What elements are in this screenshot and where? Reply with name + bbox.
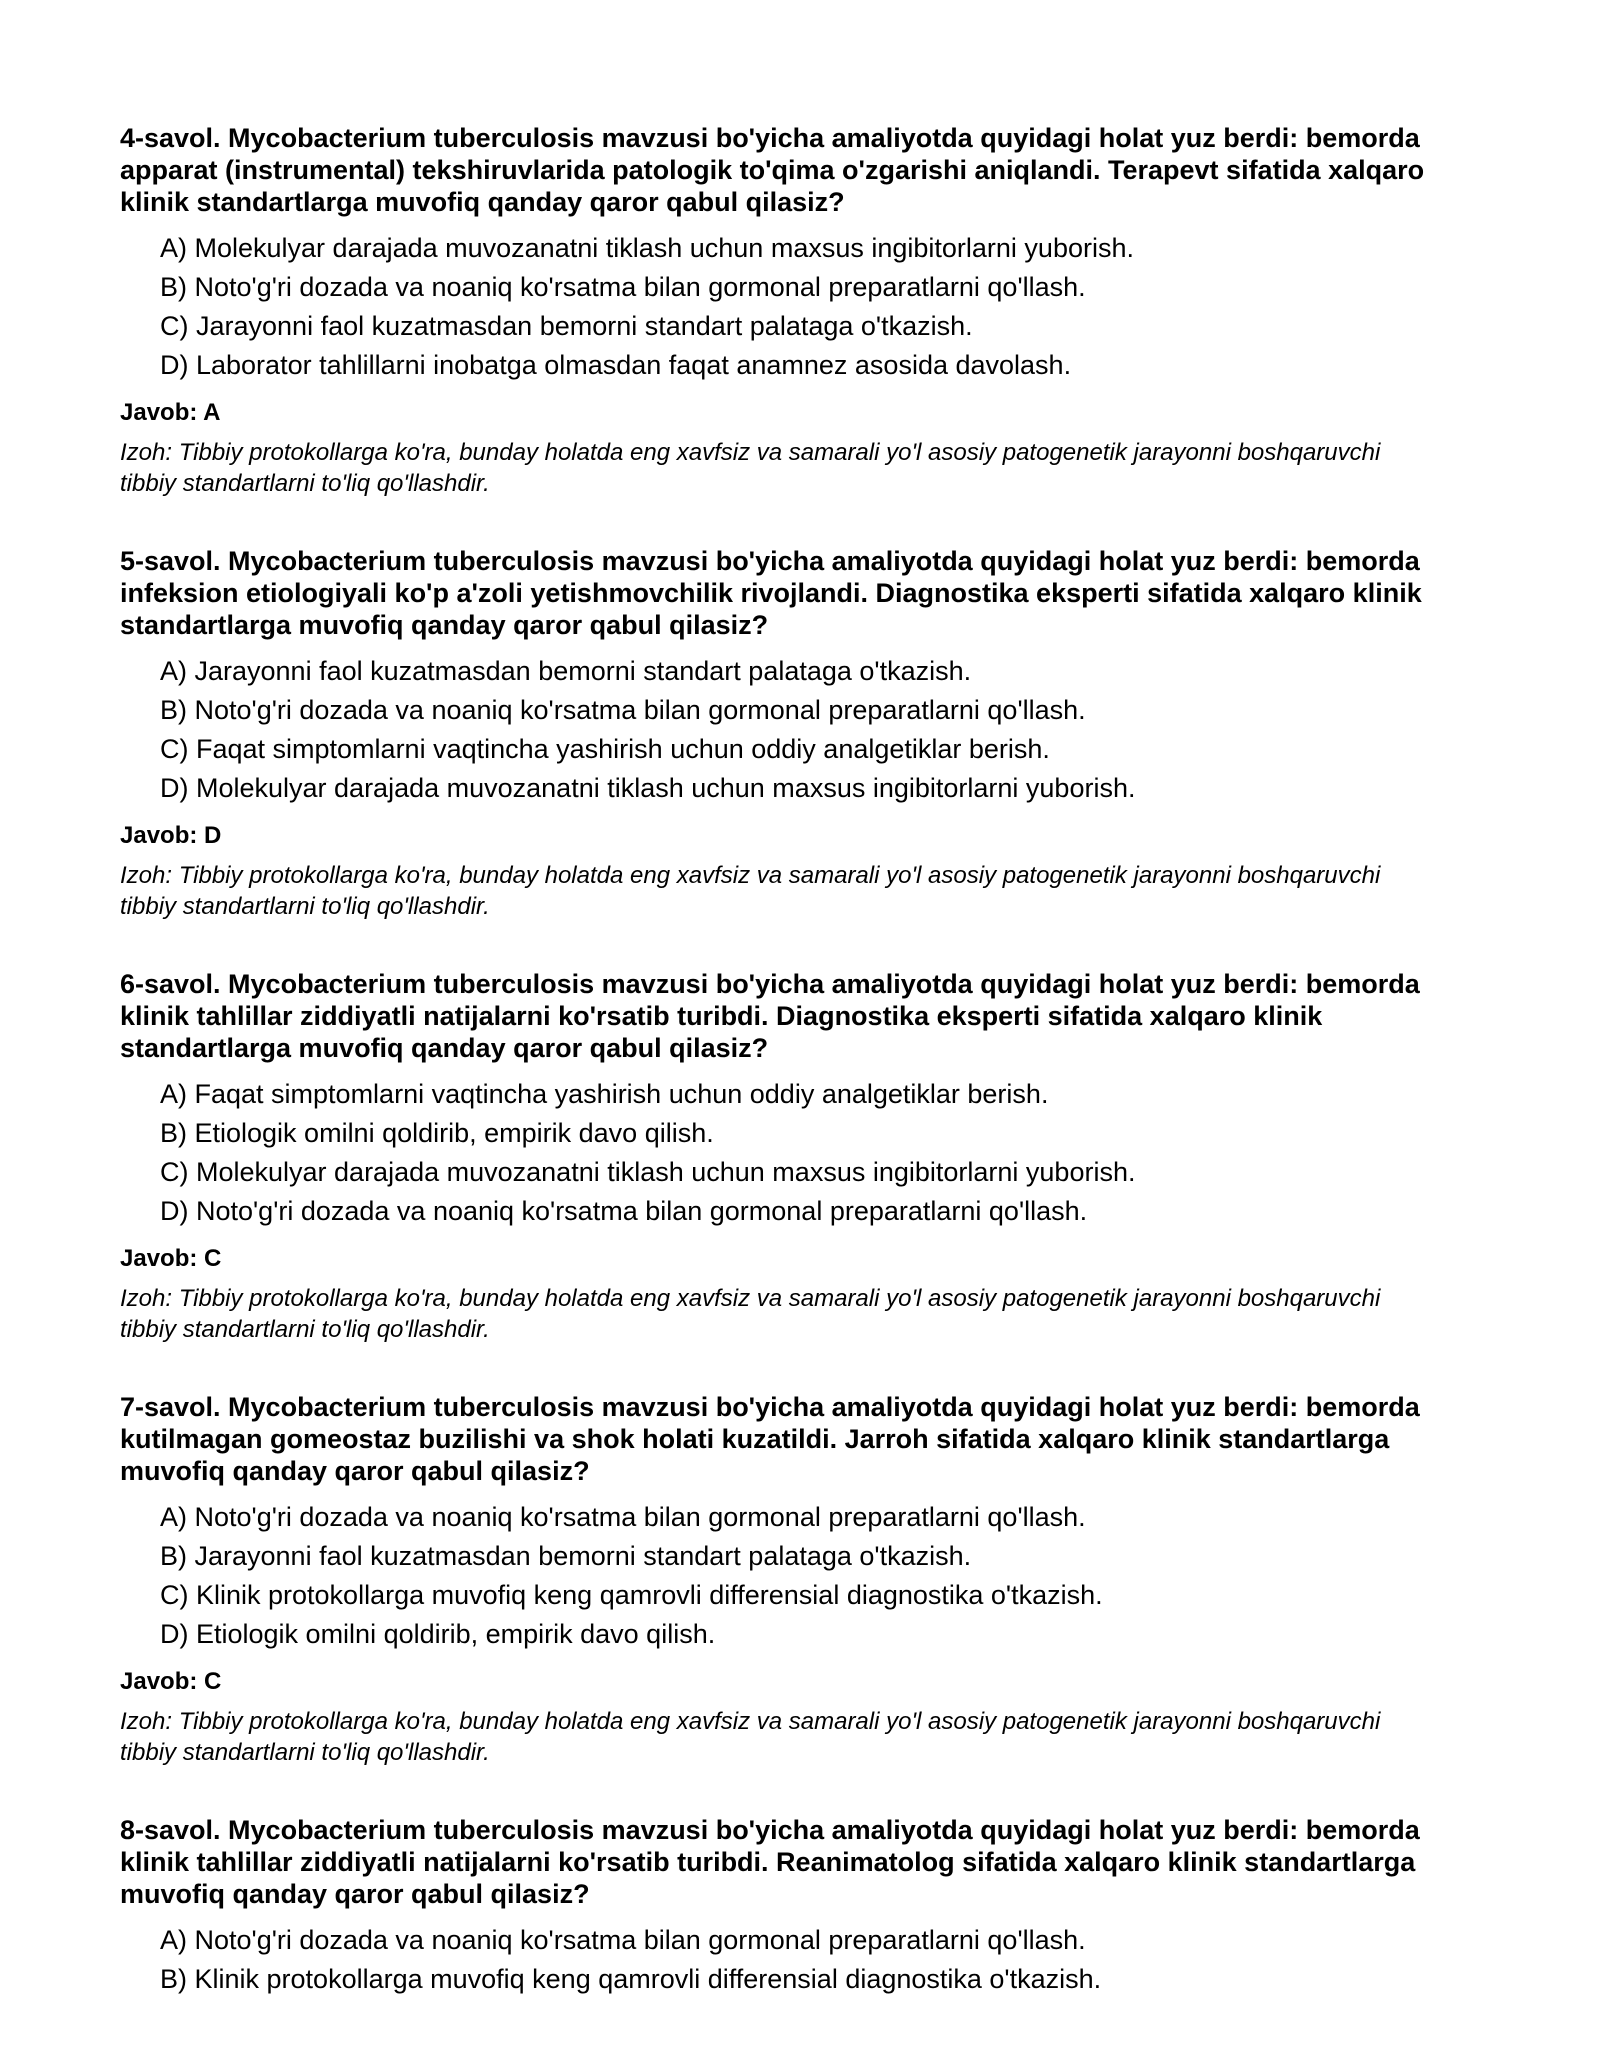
explanation-text: Izoh: Tibbiy protokollarga ko'ra, bunday holatda eng xavfsiz va samarali yo'l asosiy patogenetik jarayonni boshqaruvchi tibbiy standartlarni to'liq qo'llashdir. — [120, 1708, 1381, 1766]
option-list — [120, 1921, 1480, 1999]
question-title: 4-savol. Mycobacterium tuberculosis mavzusi bo'yicha amaliyotda quyidagi holat yuz berdi: bemorda apparat (instrumental) tekshiruvlarida patologik to'qima o'zgarishi aniqlandi. Terapevt sifatida xalqaro klinik standartlarga muvofiq qanday qaror qabul qilasiz? — [120, 123, 1425, 217]
question-6 — [120, 968, 1480, 1345]
option-a: A) Noto'g'ri dozada va noaniq ko'rsatma bilan gormonal preparatlarni qo'llash. — [160, 1502, 1086, 1532]
explanation-text: Izoh: Tibbiy protokollarga ko'ra, bunday holatda eng xavfsiz va samarali yo'l asosiy patogenetik jarayonni boshqaruvchi tibbiy standartlarni to'liq qo'llashdir. — [120, 439, 1381, 497]
question-7 — [120, 1391, 1480, 1768]
question-5 — [120, 545, 1480, 922]
question-8 — [120, 1814, 1480, 1999]
question-title: 5-savol. Mycobacterium tuberculosis mavzusi bo'yicha amaliyotda quyidagi holat yuz berdi: bemorda infeksion etiologiyali ko'p a'zoli yetishmovchilik rivojlandi. Diagnostika eksperti sifatida xalqaro klinik standartlarga muvofiq qanday qaror qabul qilasiz? — [120, 546, 1422, 640]
answer-label: Javob: C — [120, 1245, 222, 1272]
question-title: 7-savol. Mycobacterium tuberculosis mavzusi bo'yicha amaliyotda quyidagi holat yuz berdi: bemorda kutilmagan gomeostaz buzilishi va shok holati kuzatildi. Jarroh sifatida xalqaro klinik standartlarga muvofiq qanday qaror qabul qilasiz? — [120, 1392, 1420, 1486]
answer-label: Javob: A — [120, 399, 221, 426]
option-c: C) Jarayonni faol kuzatmasdan bemorni standart palataga o'tkazish. — [160, 311, 973, 341]
option-list — [120, 1075, 1480, 1231]
option-c: C) Molekulyar darajada muvozanatni tiklash uchun maxsus ingibitorlarni yuborish. — [160, 1157, 1136, 1187]
document-page — [120, 122, 1480, 2045]
option-d: D) Laborator tahlillarni inobatga olmasdan faqat anamnez asosida davolash. — [160, 350, 1072, 380]
option-b: B) Jarayonni faol kuzatmasdan bemorni standart palataga o'tkazish. — [160, 1541, 972, 1571]
option-d: D) Etiologik omilni qoldirib, empirik davo qilish. — [160, 1619, 716, 1649]
option-b: B) Noto'g'ri dozada va noaniq ko'rsatma bilan gormonal preparatlarni qo'llash. — [160, 272, 1086, 302]
explanation-text: Izoh: Tibbiy protokollarga ko'ra, bunday holatda eng xavfsiz va samarali yo'l asosiy patogenetik jarayonni boshqaruvchi tibbiy standartlarni to'liq qo'llashdir. — [120, 1285, 1381, 1343]
explanation-text: Izoh: Tibbiy protokollarga ko'ra, bunday holatda eng xavfsiz va samarali yo'l asosiy patogenetik jarayonni boshqaruvchi tibbiy standartlarni to'liq qo'llashdir. — [120, 862, 1381, 920]
option-list — [120, 1498, 1480, 1654]
question-title: 6-savol. Mycobacterium tuberculosis mavzusi bo'yicha amaliyotda quyidagi holat yuz berdi: bemorda klinik tahlillar ziddiyatli natijalarni ko'rsatib turibdi. Diagnostika eksperti sifatida xalqaro klinik standartlarga muvofiq qanday qaror qabul qilasiz? — [120, 969, 1420, 1063]
option-a: A) Jarayonni faol kuzatmasdan bemorni standart palataga o'tkazish. — [160, 656, 972, 686]
answer-label: Javob: C — [120, 1668, 222, 1695]
option-b: B) Klinik protokollarga muvofiq keng qamrovli differensial diagnostika o'tkazish. — [160, 1964, 1102, 1994]
option-list — [120, 652, 1480, 808]
answer-label: Javob: D — [120, 822, 222, 849]
option-a: A) Molekulyar darajada muvozanatni tiklash uchun maxsus ingibitorlarni yuborish. — [160, 233, 1134, 263]
option-c: C) Faqat simptomlarni vaqtincha yashirish uchun oddiy analgetiklar berish. — [160, 734, 1050, 764]
option-list — [120, 229, 1480, 385]
option-b: B) Etiologik omilni qoldirib, empirik davo qilish. — [160, 1118, 714, 1148]
option-c: C) Klinik protokollarga muvofiq keng qamrovli differensial diagnostika o'tkazish. — [160, 1580, 1103, 1610]
option-a: A) Noto'g'ri dozada va noaniq ko'rsatma bilan gormonal preparatlarni qo'llash. — [160, 1925, 1086, 1955]
question-title: 8-savol. Mycobacterium tuberculosis mavzusi bo'yicha amaliyotda quyidagi holat yuz berdi: bemorda klinik tahlillar ziddiyatli natijalarni ko'rsatib turibdi. Reanimatolog sifatida xalqaro klinik standartlarga muvofiq qanday qaror qabul qilasiz? — [120, 1815, 1420, 1909]
option-d: D) Noto'g'ri dozada va noaniq ko'rsatma bilan gormonal preparatlarni qo'llash. — [160, 1196, 1088, 1226]
question-4 — [120, 122, 1480, 499]
option-a: A) Faqat simptomlarni vaqtincha yashirish uchun oddiy analgetiklar berish. — [160, 1079, 1049, 1109]
option-d: D) Molekulyar darajada muvozanatni tiklash uchun maxsus ingibitorlarni yuborish. — [160, 773, 1136, 803]
option-b: B) Noto'g'ri dozada va noaniq ko'rsatma bilan gormonal preparatlarni qo'llash. — [160, 695, 1086, 725]
